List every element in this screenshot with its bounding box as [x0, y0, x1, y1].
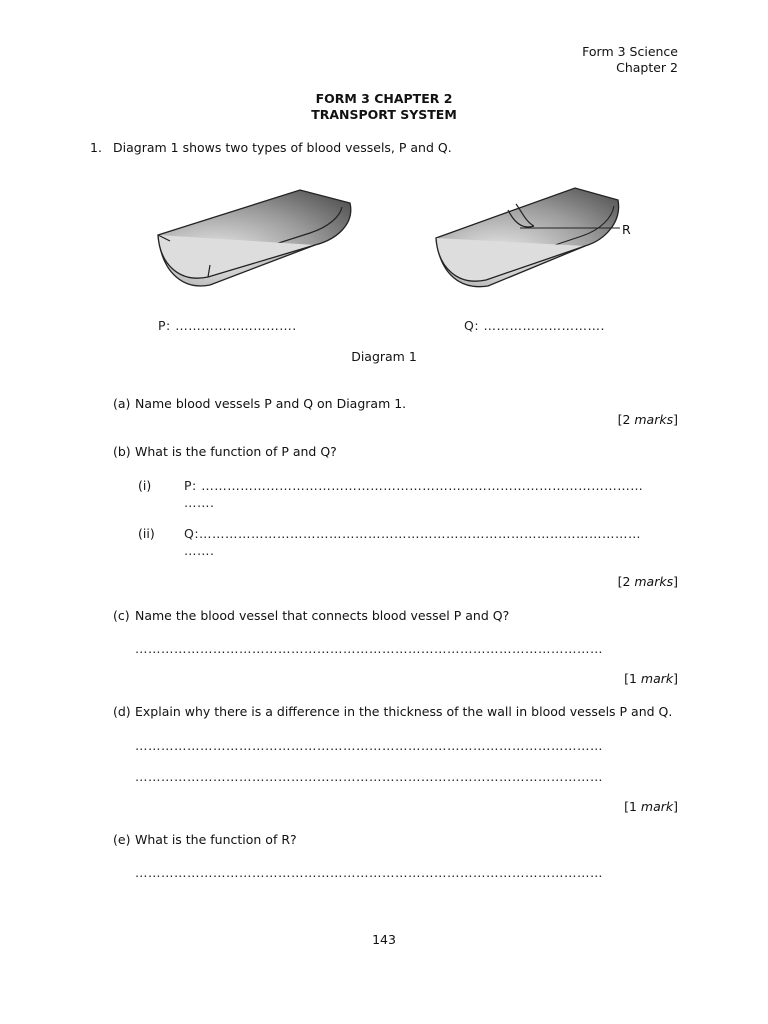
part-c-label: (c) — [113, 608, 130, 623]
part-b-text: What is the function of P and Q? — [135, 444, 337, 459]
p-answer-field[interactable]: P: ………………………. — [158, 318, 297, 333]
page-subtitle: TRANSPORT SYSTEM — [311, 107, 457, 122]
diagram-caption: Diagram 1 — [351, 349, 417, 364]
part-b-ii-answer-line1[interactable]: Q:………………………………………………………………………………………… — [184, 526, 642, 541]
page-number: 143 — [372, 932, 396, 947]
question-intro: Diagram 1 shows two types of blood vessels, P and Q. — [113, 140, 452, 155]
part-b-i-answer-line1[interactable]: P: ………………………………………………………………………………………… — [184, 478, 644, 493]
part-d-answer-line1[interactable]: ……………………………………………………………………………………………… — [135, 738, 603, 753]
part-a-marks: [2 marks] — [617, 412, 678, 427]
part-c-answer-line[interactable]: ……………………………………………………………………………………………… — [135, 641, 603, 656]
artery-diagram — [150, 185, 360, 295]
part-d-answer-line2[interactable]: ……………………………………………………………………………………………… — [135, 769, 603, 784]
header-subject: Form 3 Science — [582, 44, 678, 59]
part-a-label: (a) — [113, 396, 131, 411]
part-d-marks: [1 mark] — [624, 799, 678, 814]
part-c-text: Name the blood vessel that connects blood vessel P and Q? — [135, 608, 510, 623]
part-c-marks: [1 mark] — [624, 671, 678, 686]
part-d-label: (d) — [113, 704, 131, 719]
part-e-text: What is the function of R? — [135, 832, 297, 847]
question-number: 1. — [90, 140, 102, 155]
part-e-label: (e) — [113, 832, 131, 847]
part-b-ii-answer-line2[interactable]: ……. — [184, 543, 215, 558]
header-chapter: Chapter 2 — [616, 60, 678, 75]
page-title: FORM 3 CHAPTER 2 — [315, 91, 453, 106]
part-b-i-answer-line2[interactable]: ……. — [184, 495, 215, 510]
part-b-ii-label: (ii) — [138, 526, 155, 541]
valve-label-r: R — [622, 222, 631, 237]
part-b-marks: [2 marks] — [617, 574, 678, 589]
part-d-text: Explain why there is a difference in the thickness of the wall in blood vessels P and Q. — [135, 704, 673, 719]
part-a-text: Name blood vessels P and Q on Diagram 1. — [135, 396, 407, 411]
part-e-answer-line[interactable]: ……………………………………………………………………………………………… — [135, 865, 603, 880]
q-answer-field[interactable]: Q: ………………………. — [464, 318, 605, 333]
valve-pointer-line — [520, 222, 630, 242]
part-b-i-label: (i) — [138, 478, 152, 493]
part-b-label: (b) — [113, 444, 131, 459]
